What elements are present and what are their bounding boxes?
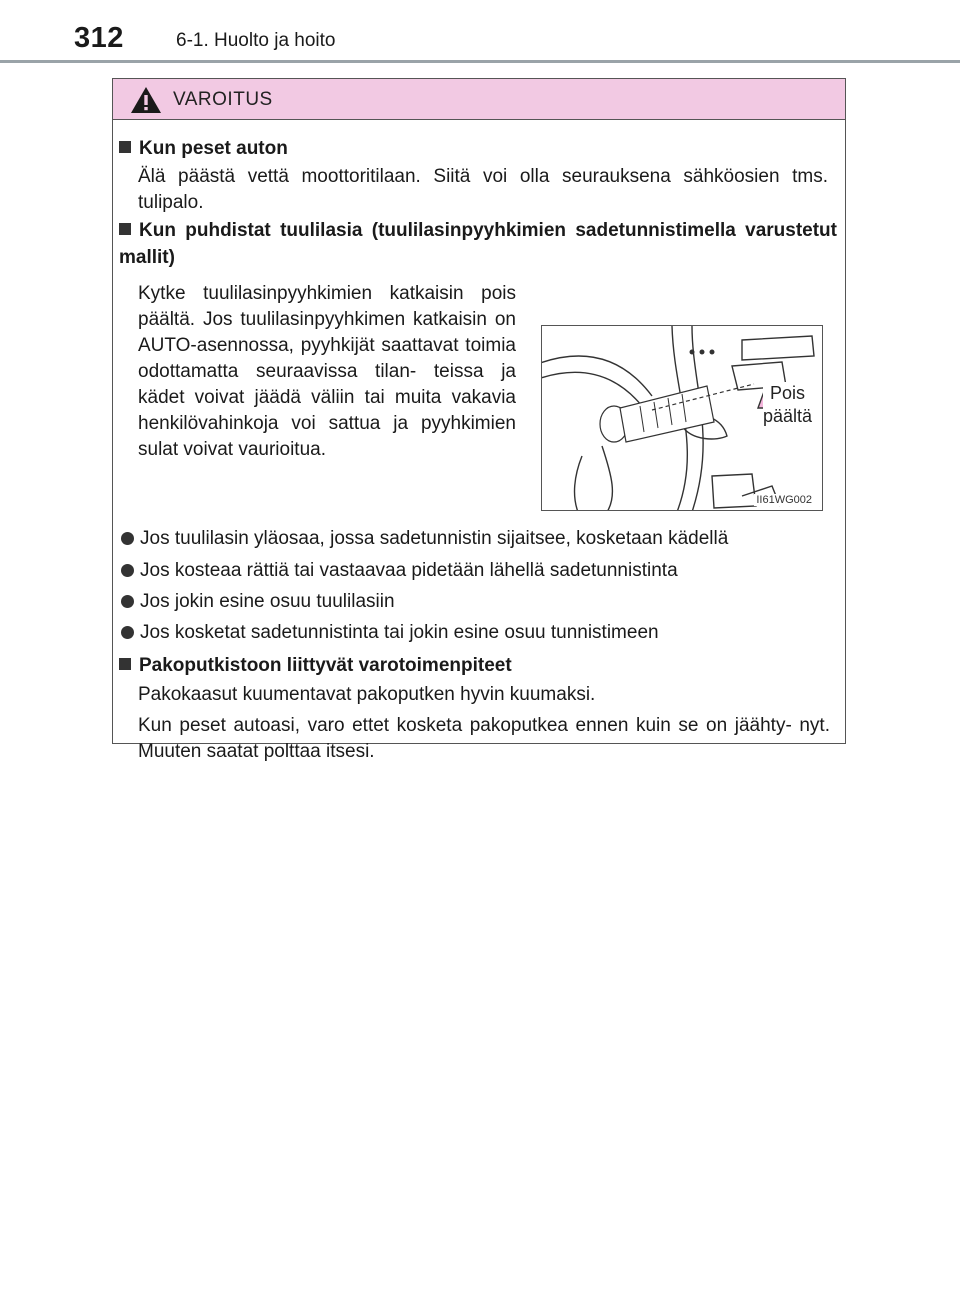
- round-bullet-icon: [121, 595, 134, 608]
- figure-code: II61WG002: [756, 494, 812, 506]
- paragraph-exhaust-1: Pakokaasut kuumentavat pakoputken hyvin kuumaksi.: [138, 684, 596, 705]
- paragraph-windshield: Kytke tuulilasinpyyhkimien katkaisin pois päältä. Jos tuulilasinpyyhkimen katkaisin on AUTO-asennossa, pyyhkijät saattavat toimia odottamatta seuraavissa tilan- teissa ja kädet voivat jäädä väliin tai muita vakavia henkilövahinkoja voi sattua ja pyyhkimien sulat voivat vaurioitua.: [138, 283, 516, 460]
- paragraph-exhaust-2: Kun peset autoasi, varo ettet kosketa pakoputkea ennen kuin se on jäähty- nyt. Muuten saatat polttaa itsesi.: [138, 715, 830, 762]
- header-rule: [0, 60, 960, 63]
- warning-box: [112, 78, 846, 762]
- heading-windshield: Kun puhdistat tuulilasia (tuulilasinpyyhkimien sadetunnistimella varustetut mallit): [119, 220, 837, 268]
- warning-title: VAROITUS: [173, 89, 273, 110]
- round-bullet-icon: [121, 626, 134, 639]
- square-bullet-icon: [119, 658, 131, 670]
- bullet-item-1: Jos tuulilasin yläosaa, jossa sadetunnistin sijaitsee, kosketaan kädellä: [121, 525, 728, 552]
- heading-car-wash: Kun peset auton: [119, 135, 288, 162]
- paragraph-car-wash: Älä päästä vettä moottoritilaan. Siitä voi olla seurauksena sähköosien tms. tulipalo.: [138, 166, 828, 213]
- square-bullet-icon: [119, 141, 131, 153]
- warning-header: [113, 79, 845, 120]
- wiper-switch-figure: [541, 325, 823, 511]
- square-bullet-icon: [119, 223, 131, 235]
- bullet-item-3: Jos jokin esine osuu tuulilasiin: [121, 588, 395, 615]
- heading-exhaust: Pakoputkistoon liittyvät varotoimenpiteet: [119, 652, 512, 679]
- bullet-item-2: Jos kosteaa rättiä tai vastaavaa pidetään lähellä sadetunnistinta: [121, 557, 678, 584]
- figure-label-off: Pois päältä: [762, 383, 812, 426]
- page-header: [0, 0, 960, 62]
- page-number: 312: [74, 22, 124, 54]
- round-bullet-icon: [121, 564, 134, 577]
- warning-triangle-icon: [129, 85, 163, 115]
- round-bullet-icon: [121, 532, 134, 545]
- section-title: 6-1. Huolto ja hoito: [176, 30, 336, 51]
- bullet-item-4: Jos kosketat sadetunnistinta tai jokin esine osuu tunnistimeen: [121, 619, 659, 646]
